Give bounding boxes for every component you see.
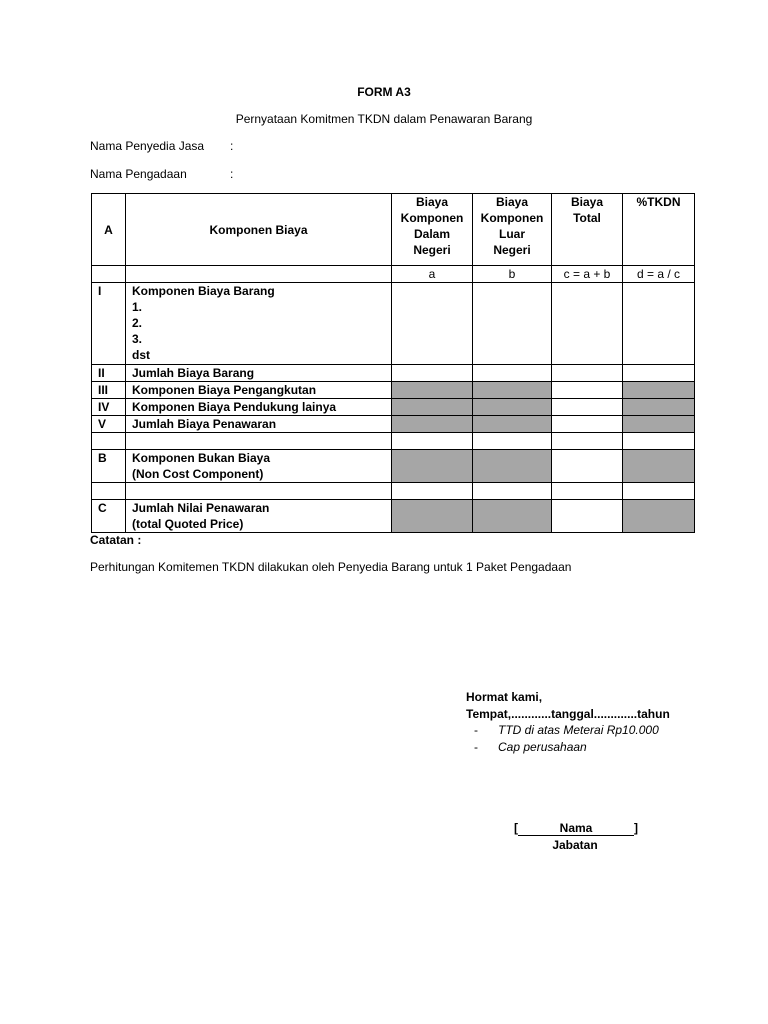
row-bukan-biaya [126,450,392,483]
row-no: V [92,416,126,433]
row-label: Komponen Biaya Pengangkutan [126,382,392,399]
table-row [92,382,695,399]
row-label: Komponen Biaya Barang [132,284,275,298]
note-cap: Cap perusahaan [498,740,587,754]
header-tkdn: %TKDN [623,194,695,266]
greeting: Hormat kami, [466,690,543,704]
list-item [474,722,659,738]
form-subtitle: Pernyataan Komitmen TKDN dalam Penawaran Barang [235,112,533,126]
field-label-penyedia: Nama Penyedia Jasa [90,139,205,153]
table-row [92,399,695,416]
header-komponen: Komponen Biaya [126,194,392,266]
row-label: Jumlah Biaya Barang [126,365,392,382]
list-item: 1. [132,300,143,314]
table-row [92,450,695,483]
row-no: II [92,365,126,382]
row-label-sub: (Non Cost Component) [132,467,264,481]
bracket-close: ] [634,821,638,835]
form-title: FORM A3 [357,85,411,99]
note-text: Perhitungan Komitemen TKDN dilakukan oleh Penyedia Barang untuk 1 Paket Pengadaan [90,560,572,574]
row-no: C [92,500,126,533]
row-komponen-barang [126,283,392,365]
dash: - [474,740,478,754]
catatan-label: Catatan : [90,533,142,547]
row-label: Komponen Biaya Pendukung lainya [126,399,392,416]
row-label: Jumlah Biaya Penawaran [126,416,392,433]
header-dalam: Biaya Komponen Dalam Negeri [392,194,473,266]
formula-row [92,266,695,283]
table-header-row [92,194,695,266]
field-colon-penyedia: : [230,139,234,153]
signature-name-line [514,821,638,836]
row-no: III [92,382,126,399]
dash: - [474,723,478,737]
signature-jabatan: Jabatan [552,838,598,852]
table-row [92,500,695,533]
list-item [474,739,587,755]
tkdn-table [91,193,695,533]
header-total: Biaya Total [552,194,623,266]
list-item: 3. [132,332,143,346]
field-colon-pengadaan: : [230,167,234,181]
row-label: Jumlah Nilai Penawaran [132,501,270,515]
table-row [92,416,695,433]
bracket-open: [ [514,821,518,835]
list-item: dst [132,348,150,362]
list-item: 2. [132,316,143,330]
table-row-empty [92,433,695,450]
table-row [92,365,695,382]
row-label-sub: (total Quoted Price) [132,517,244,531]
table-row-empty [92,483,695,500]
signature-name: Nama [518,821,634,836]
formula-c: c = a + b [552,266,623,283]
header-a: A [92,194,126,266]
row-nilai-penawaran [126,500,392,533]
place-date: Tempat,............tanggal.............tahun [466,707,670,721]
formula-b: b [473,266,552,283]
field-label-pengadaan: Nama Pengadaan [90,167,187,181]
row-no: I [92,283,126,365]
note-meterai: TTD di atas Meterai Rp10.000 [498,723,659,737]
row-label: Komponen Bukan Biaya [132,451,271,465]
row-no: IV [92,399,126,416]
formula-d: d = a / c [623,266,695,283]
header-luar: Biaya Komponen Luar Negeri [473,194,552,266]
formula-a: a [392,266,473,283]
row-no: B [92,450,126,483]
table-row [92,283,695,365]
